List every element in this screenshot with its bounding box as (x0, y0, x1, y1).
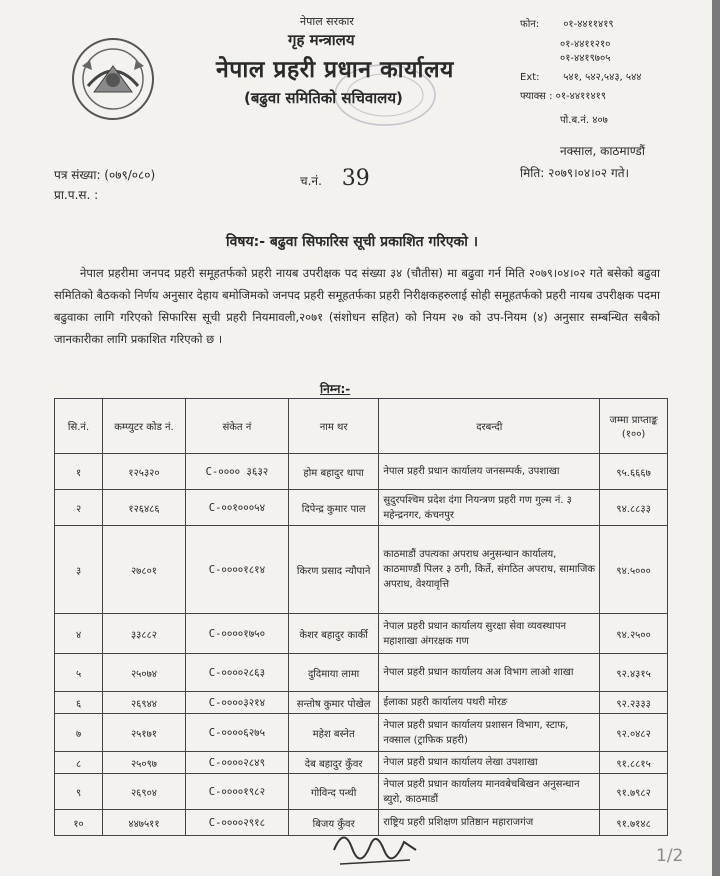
table-row (55, 692, 668, 714)
fax-number: ०१-४४११४१९ (555, 91, 607, 102)
phone-label: फोन: (520, 19, 540, 30)
cell-symbol-number: C-००००१७५० (185, 614, 288, 654)
cell-computer-code: ४४७५११ (103, 810, 186, 836)
cell-name: किरण प्रसाद न्यौपाने (288, 526, 378, 614)
cell-computer-code: २५१७१ (103, 714, 186, 752)
body-paragraph: नेपाल प्रहरीमा जनपद प्रहरी समूहतर्फको प्रहरी नायब उपरीक्षक पद संख्या ३४ (चौतीस) मा बढुवा गर्न मिति २०७९।०४।०२ गते बसेको बढुवा समितिको बैठकको निर्णय अनुसार देहाय बमोजिमको जनपद प्रहरी समूहतर्फका प्रहरी निरीक्षकहरुलाई सोही समूहतर्फको प्रहरी नायब उपरीक्षक पदमा बढुवाका लागि गरिएको सिफारिस सूची प्रहरी नियमावली,२०७१ (संशोधन सहित) को नियम २७ को उप-नियम (४) अनुसार सम्बन्धित सबैको जानकारीका लागि प्रकाशित गरिएको छ । (54, 266, 660, 346)
date-line (520, 164, 629, 181)
cell-serial: ५ (55, 654, 103, 692)
cell-serial: १० (55, 810, 103, 836)
list-heading: निम्न:- (320, 382, 351, 396)
pobox: पो.ब.नं. ४०७ (560, 115, 608, 126)
fax-label: फ्याक्स : (520, 91, 553, 102)
phone-3: ०१-४४१९७०५ (560, 53, 611, 64)
ext-label: Ext: (520, 72, 540, 83)
cell-total-score: ९२.२३३३ (600, 692, 668, 714)
cell-name: बिजय कुँवर (288, 810, 378, 836)
table-row (55, 614, 668, 654)
cell-serial: ८ (55, 752, 103, 774)
cell-posting: नेपाल प्रहरी प्रधान कार्यालय प्रशासन विभाग, स्टाफ, नक्साल (ट्राफिक प्रहरी) (379, 714, 600, 752)
nepal-police-emblem-icon (70, 36, 156, 122)
ext-line (520, 69, 641, 83)
cell-symbol-number: C-००००६२७५ (185, 714, 288, 752)
cell-posting: राष्ट्रिय प्रहरी प्रशिक्षण प्रतिष्ठान महाराजगंज (379, 810, 600, 836)
cell-total-score: ९५.६६६७ (600, 454, 668, 490)
cell-serial: १ (55, 454, 103, 490)
cell-computer-code: १२६४८६ (103, 490, 186, 526)
cell-computer-code: २६९०४ (103, 774, 186, 810)
cell-total-score: ९१.८८१५ (600, 752, 668, 774)
cell-posting: नेपाल प्रहरी प्रधान कार्यालय मानवबेचबिखन अनुसन्धान ब्युरो, काठमाडौं (379, 774, 600, 810)
ext-values: ५४१, ५४२,५४३, ५४४ (563, 72, 642, 83)
cell-name: गोविन्द पन्थी (288, 774, 378, 810)
cell-posting: ईलाका प्रहरी कार्यालय पथरी मोरङ (379, 692, 600, 714)
cell-posting: नेपाल प्रहरी प्रधान कार्यालय लेखा उपशाखा (379, 752, 600, 774)
page-indicator: 1/2 (656, 846, 684, 866)
cell-serial: २ (55, 490, 103, 526)
subject-line: विषय:- बढुवा सिफारिस सूची प्रकाशित गरिएको । (226, 234, 478, 250)
dispatch-label: च.नं. (300, 174, 322, 188)
office-title: नेपाल प्रहरी प्रधान कार्यालय (216, 57, 454, 83)
cell-computer-code: २६९४४ (103, 692, 186, 714)
signature-icon (330, 820, 420, 874)
cell-total-score: ९४.५००० (600, 526, 668, 614)
address: नक्साल, काठमाण्डौं (560, 144, 645, 158)
phone-line (520, 16, 614, 30)
cell-computer-code: १२५३२० (103, 454, 186, 490)
cell-name: दिपेन्द्र कुमार पाल (288, 490, 378, 526)
cell-symbol-number: C-०००० ३६३२ (185, 454, 288, 490)
cell-symbol-number: C-००००२९१८ (185, 810, 288, 836)
fax-line (520, 88, 606, 102)
table-row (55, 752, 668, 774)
recommendation-table (54, 398, 668, 836)
cell-total-score: ९२.४३१५ (600, 654, 668, 692)
right-edge (712, 0, 720, 876)
phone-2: ०१-४४११२१० (560, 39, 611, 50)
header-symbol-number: संकेत नं (185, 399, 288, 454)
table-row (55, 454, 668, 490)
table-body (55, 454, 668, 836)
cell-posting: सुदुरपश्चिम प्रदेश दंगा नियन्त्रण प्रहरी गण गुल्म नं. ३ महेन्द्रनगर, कंचनपुर (379, 490, 600, 526)
cell-serial: ६ (55, 692, 103, 714)
cell-symbol-number: C-००००२८४९ (185, 752, 288, 774)
cell-name: सन्तोष कुमार पोखेल (288, 692, 378, 714)
cell-posting: नेपाल प्रहरी प्रधान कार्यालय अअ विभाग लाओ शाखा (379, 654, 600, 692)
cell-total-score: ९४.८८३३ (600, 490, 668, 526)
table-row (55, 774, 668, 810)
cell-symbol-number: C-००१०००५४ (185, 490, 288, 526)
table-header-row (55, 399, 668, 454)
cell-serial: ३ (55, 526, 103, 614)
header-total-score: जम्मा प्राप्ताङ्क (१००) (600, 399, 668, 454)
cell-total-score: ९१.७९८२ (600, 774, 668, 810)
cell-computer-code: २५०९७ (103, 752, 186, 774)
cell-name: महेश बस्नेत (288, 714, 378, 752)
dispatch-number-value: 39 (341, 166, 370, 191)
cell-serial: ९ (55, 774, 103, 810)
cell-serial: ४ (55, 614, 103, 654)
cell-symbol-number: C-००००१९८२ (185, 774, 288, 810)
cell-serial: ७ (55, 714, 103, 752)
cell-posting: नेपाल प्रहरी प्रधान कार्यालय जनसम्पर्क, उपशाखा (379, 454, 600, 490)
secretariat-subtitle: (बढुवा समितिको सचिवालय) (244, 89, 403, 107)
cell-name: देब बहादुर कुँवर (288, 752, 378, 774)
cell-posting: काठमाडौं उपत्यका अपराध अनुसन्धान कार्यालय, काठमाण्डौं पिलर ३ ठगी, किर्ते, संगठित अपराध, सामाजिक अपराध, वेश्यावृत्ति (379, 526, 600, 614)
table-row (55, 526, 668, 614)
table-row (55, 490, 668, 526)
cell-computer-code: २७८०१ (103, 526, 186, 614)
cell-computer-code: ३३८८२ (103, 614, 186, 654)
ministry-label: गृह मन्त्रालय (288, 31, 355, 49)
cell-name: होम बहादुर थापा (288, 454, 378, 490)
cell-symbol-number: C-००००३२१४ (185, 692, 288, 714)
recipient-code: प्रा.प.स. : (54, 188, 99, 202)
header-serial: सि.नं. (55, 399, 103, 454)
government-label: नेपाल सरकार (300, 15, 354, 28)
table-row (55, 714, 668, 752)
cell-symbol-number: C-००००२८६३ (185, 654, 288, 692)
header-posting: दरबन्दी (379, 399, 600, 454)
header-computer-code: कम्प्युटर कोड नं. (103, 399, 186, 454)
table-row (55, 654, 668, 692)
cell-computer-code: २५०७४ (103, 654, 186, 692)
date-value: २०७९।०४।०२ गते। (548, 166, 630, 180)
letter-number: पत्र संख्या: (०७९/०८०) (54, 168, 156, 182)
cell-total-score: ९१.७१४८ (600, 810, 668, 836)
header-name: नाम थर (288, 399, 378, 454)
phone-1: ०१-४४११४१९ (563, 19, 614, 30)
cell-name: दुदिमाया लामा (288, 654, 378, 692)
cell-total-score: ९४.२५०० (600, 614, 668, 654)
date-label: मिति: (520, 166, 545, 180)
dispatch-number (300, 166, 370, 191)
cell-posting: नेपाल प्रहरी प्रधान कार्यालय सुरक्षा सेवा व्यवस्थापन महाशाखा अंगरक्षक गण (379, 614, 600, 654)
cell-symbol-number: C-००००१८१४ (185, 526, 288, 614)
cell-name: केशर बहादुर कार्की (288, 614, 378, 654)
cell-total-score: ९२.०४८२ (600, 714, 668, 752)
